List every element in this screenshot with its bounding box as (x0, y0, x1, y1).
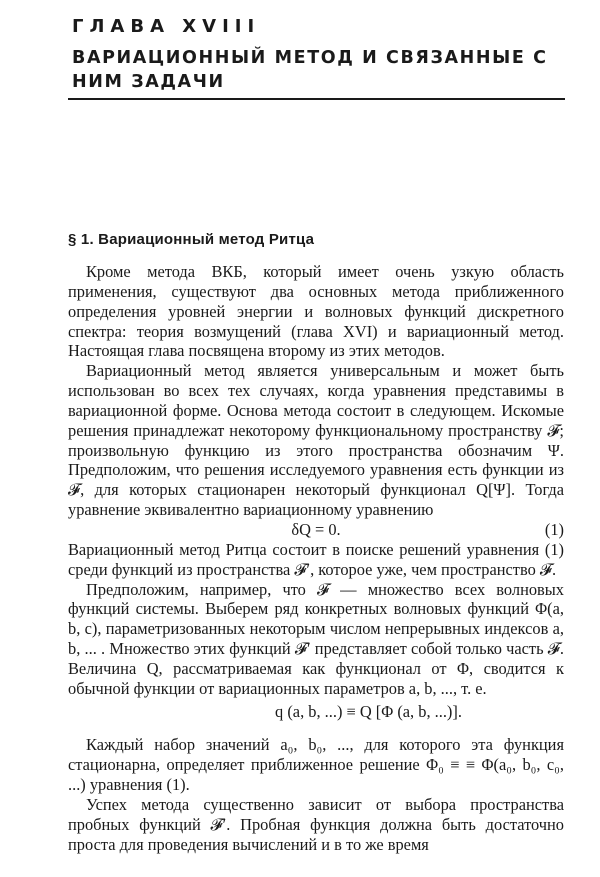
paragraph: Каждый набор значений a₀, b₀, ..., для которого эта функция стационарна, определяет приближенное решение Φ₀ ≡ ≡ Φ(a₀, b₀, c₀, ...) уравнения (1). (68, 735, 564, 795)
equation-1 (68, 520, 564, 540)
equation-2 (68, 702, 564, 722)
body-text (68, 262, 564, 854)
paragraph: Вариационный метод является универсальным и может быть использован во всех тех случаях, когда уравнения представимы в вариационной форме. Основа метода состоит в следующем. Искомые решения принадлежат некоторому функциональному пространству 𝓕; произвольную функцию из этого пространства обозначим Ψ. Предположим, что решения исследуемого уравнения есть функции из 𝓕, для которых стационарен некоторый функционал Q[Ψ]. Тогда уравнение эквивалентно вариационному уравнению (68, 361, 564, 520)
paragraph: Вариационный метод Ритца состоит в поиске решений уравнения (1) среди функций из пространства 𝓕′, которое уже, чем пространство 𝓕. (68, 539, 564, 579)
chapter-label: ГЛАВА XVIII (72, 16, 261, 37)
chapter-title: ВАРИАЦИОННЫЙ МЕТОД И СВЯЗАННЫЕ С НИМ ЗАДАЧИ (72, 48, 548, 92)
equation-2-expression: q (a, b, ...) ≡ Q [Φ (a, b, ...)]. (275, 701, 462, 721)
equation-1-number: (1) (544, 519, 564, 539)
paragraph: Кроме метода ВКБ, который имеет очень узкую область применения, существуют два основных метода приближенного определения уровней энергии и волновых функций дискретного спектра: теория возмущений (глава XVI) и вариационный метод. Настоящая глава посвящена второму из этих методов. (68, 262, 564, 361)
paragraph: Предположим, например, что 𝓕 — множество всех волновых функций системы. Выберем ряд конкретных волновых функций Φ(a, b, c), параметризованных некоторым числом непрерывных индексов a, b, ... . Множество этих функций 𝓕′ представляет собой только часть 𝓕. Величина Q, рассматриваемая как функционал от Φ, сводится к обычной функции от вариационных параметров a, b, ..., т. е. (68, 579, 564, 698)
equation-1-expression: δQ = 0. (291, 519, 341, 539)
section-heading: § 1. Вариационный метод Ритца (68, 231, 315, 248)
paragraph: Успех метода существенно зависит от выбора пространства пробных функций 𝓕′. Пробная функция должна быть достаточно проста для проведения вычислений и в то же время (68, 794, 564, 854)
title-divider (68, 98, 565, 100)
